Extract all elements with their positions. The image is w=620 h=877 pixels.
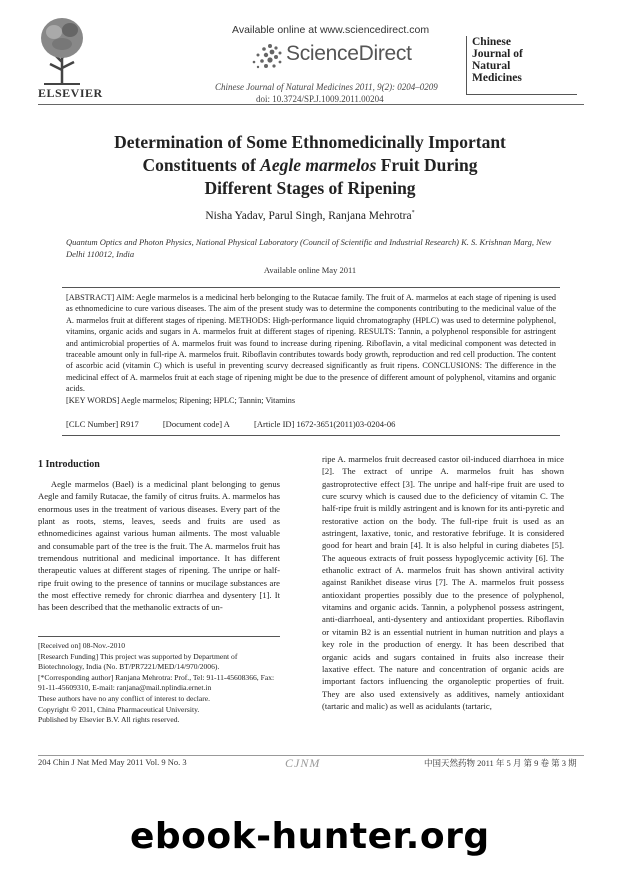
keywords: [KEY WORDS] Aegle marmelos; Ripening; HPLC; Tannin; Vitamins (66, 395, 296, 405)
abstract-bottom-divider (62, 435, 560, 436)
footnotes (38, 641, 280, 726)
article-id: [Article ID] 1672-3651(2011)03-0204-06 (254, 419, 396, 429)
sciencedirect-dots-icon (240, 43, 286, 69)
corresponding-author: [*Corresponding author] Ranjana Mehrotra: Prof., Tel: 91-11-45608366, Fax: 91-11-45609310, E-mail: ranjana@mail.nplindia.ernet.in (38, 672, 275, 693)
corresponding-mark: * (411, 210, 415, 217)
intro-paragraph-continued: ripe A. marmelos fruit decreased castor oil-induced diarrhoea in mice [2]. The extract of unripe A. marmelos fruit has shown gastroprotective effect [3]. The unripe and half-ripe fruit are used to cure scurvy which is caused due to the deficiency of vitamin C. The half-ripe fruit is mildly astringent and is known for its anti-pyretic and restorative action on the body. The full-ripe fruit is used as an astringent, laxative, tonic, and restorative febrifuge. It is considered good for heart and brain [4]. It is also helpful in curing diabetes [5]. The aqueous extracts of fruit possess hypoglycemic activity [6]. The ethanolic extract of A. marmelos fruit has shown antiviral activity against Ranikhet disease virus [7]. The A. marmelos fruit possess antioxidant properties possibly due to the presence of polyphenol, vitamins and organic acids. Tannin, a polyphenol possess astringent, anti-diarrhoeal, anti-dysentery and antioxidant properties. Riboflavin or vitamin B2 is an essential nutrient in human nutrition and plays a key role in the production of energy. It has been described that organic acids and sugars contained in fruits also increase their laxative effect. The nature and concentration of organic acids are important factors influencing the organoleptic properties of fruit. They are also used extensively as additives, namely antioxidant (tartaric and malic) as well as acidulants (tartaric, (322, 454, 564, 711)
masthead-line: Natural (472, 60, 511, 72)
intro-paragraph: Aegle marmelos (Bael) is a medicinal plant belonging to genus Aegle and family Rutacae, the family of citrus fruits. A. marmelos has enormous uses in the treatment of various diseases. Every part of the plant as roots, stems, leaves, seeds and fruits are used as ethnomedicines against various human ailments. The most valuable and consumable part of the tree is the fruit. The A. marmelos fruit has tremendous nutritional and medicinal importance. It has different therapeutic values at different stages of ripening. The unripe or half-ripe fruit owing to the presence of tannins or mucilage substances are the most effective remedy for chronic diarrhea and dysentery [1]. It has been described that the methanolic extracts of un- (38, 479, 280, 613)
section-heading: 1 Introduction (38, 459, 100, 470)
abstract-top-divider (62, 287, 560, 288)
journal-masthead (466, 36, 577, 95)
footer-right: 中国天然药物 2011 年 5 月 第 9 卷 第 3 期 (424, 758, 577, 768)
sciencedirect-logo[interactable]: ScienceDirect (286, 42, 412, 65)
cjnm-logo: CJNM (285, 756, 321, 770)
research-funding: [Research Funding] This project was supported by Department of Biotechnology, India (No. BT/PR7221/MED/14/970/2006). (38, 651, 238, 672)
masthead-line: Medicines (472, 72, 522, 84)
publisher-notice: Published by Elsevier B.V. All rights reserved. (38, 715, 180, 725)
footnote-divider (38, 636, 280, 637)
abstract-text: [ABSTRACT] AIM: Aegle marmelos is a medicinal herb belonging to the Rutacae family. The fruit of A. marmelos at each stage of ripening is used as ethnomedicine to cure various diseases. The aim of the present study was to determine the components contributing to the medicinal value of the A. marmelos fruit at different stages of ripening. METHODS: High-performance liquid chromatography (HPLC) was used to determine polyphenol, vitamins, organic acids and sugars in A. marmelos fruit at different stages of ripening. RESULTS: Tannin, a polyphenol responsible for astringent and antimicrobial properties of A. marmelos fruit was found to increase during ripening. Riboflavin, a vital medicinal component was detected in traceable amount only in full-ripe A. marmelos fruit. Riboflavin contributes towards body growth, reproduction and red cell production. The content of ascorbic acid (vitamin C) which is useful in preventing scurvy decreased significantly as fruit ripens. CONCLUSIONS: The difference in the medicinal effect of A. marmelos fruit at each stage of ripening might be due to the presence of different amount of polyphenol, vitamins and organic acids. (66, 293, 556, 394)
available-date: Available online May 2011 (263, 265, 357, 275)
received-date: [Received on] 08-Nov.-2010 (38, 641, 126, 650)
footer-left: 204 Chin J Nat Med May 2011 Vol. 9 No. 3 (38, 757, 187, 767)
left-column (38, 478, 280, 614)
elsevier-tree-logo (38, 14, 86, 86)
masthead-line: Chinese (472, 36, 511, 48)
doi[interactable]: doi: 10.3724/SP.J.1009.2011.00204 (256, 94, 384, 104)
journal-citation (215, 82, 438, 92)
copyright: Copyright © 2011, China Pharmaceutical University. (38, 704, 200, 714)
affiliation: Quantum Optics and Photon Physics, National Physical Laboratory (Council of Scientific and Industrial Research) K. S. Krishnan Marg, New Delhi 110012, India (66, 237, 552, 259)
header-divider (38, 104, 584, 105)
watermark: ebook-hunter.org (130, 816, 490, 857)
document-code: [Document code] A (162, 419, 230, 429)
conflict-statement: These authors have no any conflict of interest to declare. (38, 693, 211, 703)
right-column (322, 453, 564, 712)
title-line: Constituents of Aegle marmelos Fruit During (142, 155, 478, 175)
abstract (66, 292, 556, 406)
publisher-name: ELSEVIER (38, 86, 103, 100)
clc-number: [CLC Number] R917 (66, 419, 139, 429)
journal-volume: 2011, 9(2): 0204–0209 (352, 82, 438, 92)
masthead-line: Journal of (472, 48, 523, 60)
available-online-note[interactable]: Available online at www.sciencedirect.com (232, 24, 430, 36)
journal-name: Chinese Journal of Natural Medicines (215, 82, 353, 92)
title-line: Determination of Some Ethnomedicinally Important (114, 132, 506, 152)
article-meta (66, 419, 556, 429)
title-line: Different Stages of Ripening (204, 178, 416, 198)
article-title (60, 131, 560, 200)
author-list: Nisha Yadav, Parul Singh, Ranjana Mehrotra* (205, 210, 415, 222)
